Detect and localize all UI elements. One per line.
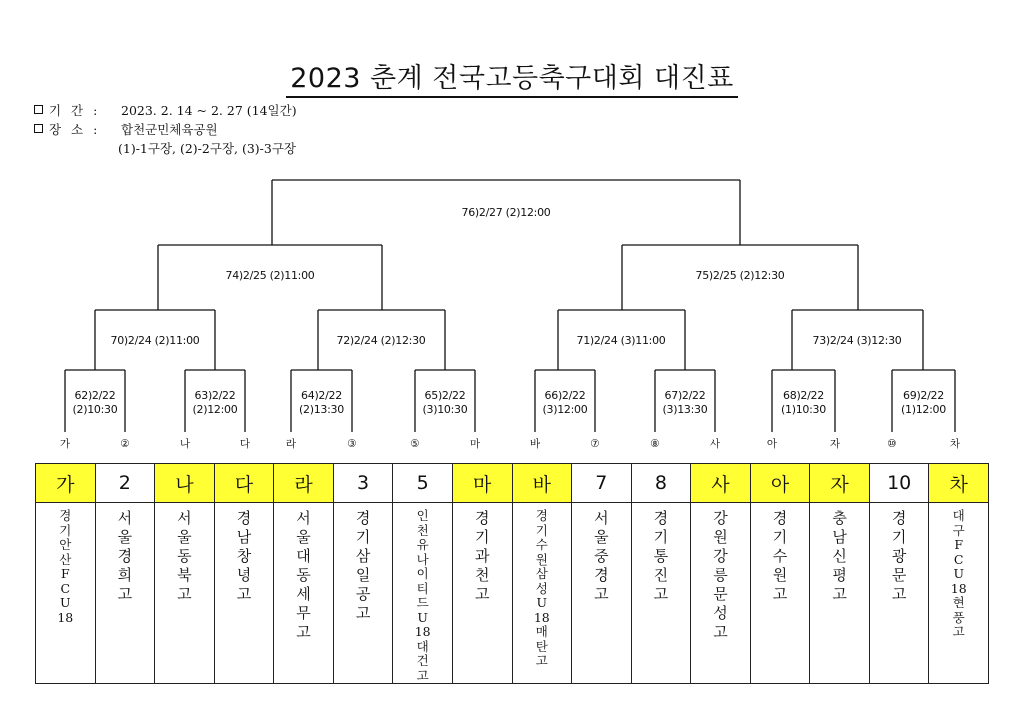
match-label-m66	[505, 389, 625, 417]
group-row	[36, 464, 989, 503]
slot-label: 사	[709, 438, 721, 450]
match-label-line: 73)2/24 (3)12:30	[812, 334, 902, 347]
group-cell: 다	[214, 464, 274, 503]
match-label-line: 67)2/22	[664, 389, 706, 402]
team-cell	[393, 503, 453, 684]
team-name: 경기안산FCU18	[57, 508, 74, 625]
match-label-line: (3)12:00	[542, 403, 588, 416]
team-name: 경남창녕고	[236, 509, 252, 603]
group-cell: 5	[393, 464, 453, 503]
match-label-line: 65)2/22	[424, 389, 466, 402]
slot-label: 차	[949, 438, 961, 450]
group-cell: 마	[452, 464, 512, 503]
match-label-m69	[864, 389, 984, 417]
team-cell	[631, 503, 691, 684]
match-label-m71	[561, 334, 681, 348]
match-label-m73	[797, 334, 917, 348]
match-label-line: 70)2/24 (2)11:00	[110, 334, 200, 347]
match-label-line: (2)10:30	[72, 403, 118, 416]
team-name: 대구FCU18현풍고	[950, 508, 967, 639]
team-table	[35, 463, 989, 684]
match-label-m64	[262, 389, 382, 417]
group-cell: 2	[95, 464, 155, 503]
team-name: 강원강릉문성고	[713, 509, 728, 641]
slot-label: 다	[239, 438, 251, 450]
slot-label: ⑩	[887, 438, 897, 450]
team-name-row	[36, 503, 989, 684]
venue-value: 합천군민체육공원	[121, 122, 218, 137]
team-cell	[869, 503, 929, 684]
group-cell: 차	[929, 464, 989, 503]
group-cell: 자	[810, 464, 870, 503]
slot-label: ⑦	[590, 438, 600, 450]
group-cell: 아	[750, 464, 810, 503]
match-label-line: (1)10:30	[781, 403, 826, 416]
slot-label: 가	[59, 438, 71, 450]
period-value: 2023. 2. 14 ~ 2. 27 (14일간)	[121, 103, 297, 118]
team-cell	[810, 503, 870, 684]
match-label-line: 71)2/24 (3)11:00	[576, 334, 666, 347]
team-cell	[155, 503, 215, 684]
team-name: 인천유나이티드U18대건고	[414, 508, 431, 683]
match-label-line: (2)12:00	[192, 403, 238, 416]
slot-label: ②	[120, 438, 130, 450]
venue-label: 장 소 :	[49, 122, 101, 137]
team-cell	[452, 503, 512, 684]
group-cell: 나	[155, 464, 215, 503]
team-cell	[750, 503, 810, 684]
match-label-m74	[210, 269, 330, 283]
team-name: 경기삼일공고	[355, 509, 371, 622]
group-cell: 10	[869, 464, 929, 503]
slot-label: ⑤	[410, 438, 420, 450]
slot-label: ③	[347, 438, 357, 450]
slot-label: 자	[829, 438, 841, 450]
match-label-m76	[446, 206, 566, 220]
team-name: 경기과천고	[474, 509, 490, 603]
team-cell	[95, 503, 155, 684]
slot-label: ⑧	[650, 438, 660, 450]
match-label-line: 74)2/25 (2)11:00	[225, 269, 315, 282]
team-name: 서울경희고	[117, 509, 133, 603]
match-label-m72	[321, 334, 441, 348]
slot-label: 바	[529, 438, 541, 450]
match-label-line: (2)13:30	[299, 403, 344, 416]
team-cell	[36, 503, 96, 684]
match-label-line: 64)2/22	[301, 389, 342, 402]
period-label: 기 간 :	[49, 103, 101, 118]
team-cell	[333, 503, 393, 684]
match-label-line: (1)12:00	[901, 403, 946, 416]
team-cell	[929, 503, 989, 684]
team-name: 경기수원삼성U18매탄고	[533, 508, 550, 668]
team-cell	[691, 503, 751, 684]
match-label-line: 76)2/27 (2)12:00	[461, 206, 551, 219]
group-cell: 바	[512, 464, 572, 503]
team-name: 경기수원고	[772, 509, 788, 603]
match-label-line: 72)2/24 (2)12:30	[336, 334, 426, 347]
group-cell: 가	[36, 464, 96, 503]
match-label-line: (3)10:30	[422, 403, 468, 416]
group-cell: 라	[274, 464, 334, 503]
team-cell	[274, 503, 334, 684]
slot-label: 마	[469, 438, 481, 450]
match-label-m63	[155, 389, 275, 417]
team-name: 서울중경고	[594, 509, 609, 603]
venue-note: (1)-1구장, (2)-2구장, (3)-3구장	[118, 141, 296, 156]
team-cell	[214, 503, 274, 684]
match-label-line: 69)2/22	[903, 389, 944, 402]
match-label-line: 66)2/22	[544, 389, 586, 402]
group-cell: 사	[691, 464, 751, 503]
team-name: 경기통진고	[653, 509, 669, 603]
match-label-line: 63)2/22	[194, 389, 236, 402]
match-label-m68	[744, 389, 864, 417]
match-label-line: (3)13:30	[662, 403, 708, 416]
group-cell: 3	[333, 464, 393, 503]
match-label-m67	[625, 389, 745, 417]
team-name: 충남신평고	[832, 509, 847, 603]
team-name: 서울동북고	[177, 509, 192, 603]
match-label-line: 62)2/22	[74, 389, 116, 402]
match-label-line: 68)2/22	[783, 389, 824, 402]
team-cell	[572, 503, 632, 684]
slot-label: 라	[285, 438, 297, 450]
match-label-m62	[35, 389, 155, 417]
match-label-m75	[680, 269, 800, 283]
team-name: 서울대동세무고	[296, 509, 311, 641]
group-cell: 7	[572, 464, 632, 503]
slot-label: 나	[179, 438, 191, 450]
team-cell	[512, 503, 572, 684]
match-label-line: 75)2/25 (2)12:30	[695, 269, 785, 282]
match-label-m70	[95, 334, 215, 348]
slot-label: 아	[766, 438, 778, 450]
team-name: 경기광문고	[891, 509, 907, 603]
match-label-m65	[385, 389, 505, 417]
group-cell: 8	[631, 464, 691, 503]
page-title: 2023 춘계 전국고등축구대회 대진표	[0, 56, 1024, 98]
